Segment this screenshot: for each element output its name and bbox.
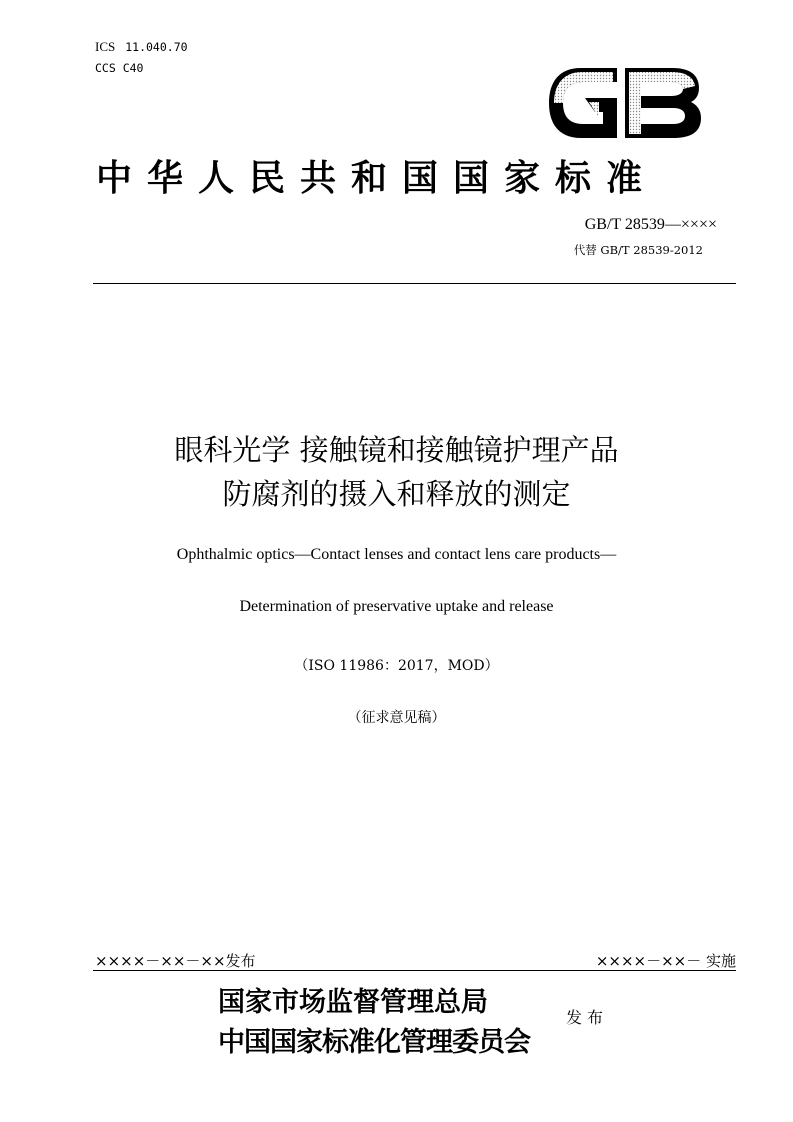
footer-divider (93, 970, 736, 971)
national-standard-title: 中华人民共和国国家标准 (96, 157, 658, 199)
ics-classification (95, 39, 188, 55)
ics-label: ICS (95, 39, 116, 54)
implementation-date: ××××－××－ 实施 (595, 952, 736, 970)
gb-logo-icon (545, 62, 705, 144)
title-en-line2: Determination of preservative uptake and release (239, 598, 554, 615)
issuer-sac: 中国国家标准化管理委员会 (218, 1027, 530, 1058)
issue-date: ××××－××－××发布 (95, 952, 256, 970)
standard-number: GB/T 28539—×××× (584, 216, 717, 233)
issuer-samr: 国家市场监督管理总局 (218, 987, 488, 1018)
title-cn-line1: 眼科光学 接触镜和接触镜护理产品 (174, 433, 619, 467)
ics-code: 11.040.70 (125, 40, 188, 54)
draft-status: （征求意见稿） (347, 710, 446, 726)
adoption-reference: （ISO 11986：2017，MOD） (294, 658, 499, 674)
title-en-line1: Ophthalmic optics—Contact lenses and contact lens care products— (176, 546, 617, 563)
replaces-standard: 代替 GB/T 28539-2012 (573, 243, 703, 257)
title-cn-line2: 防腐剂的摄入和释放的测定 (222, 477, 571, 511)
header-divider (93, 283, 736, 284)
ccs-classification: CCS C40 (95, 61, 144, 75)
publish-label: 发布 (566, 1008, 609, 1027)
